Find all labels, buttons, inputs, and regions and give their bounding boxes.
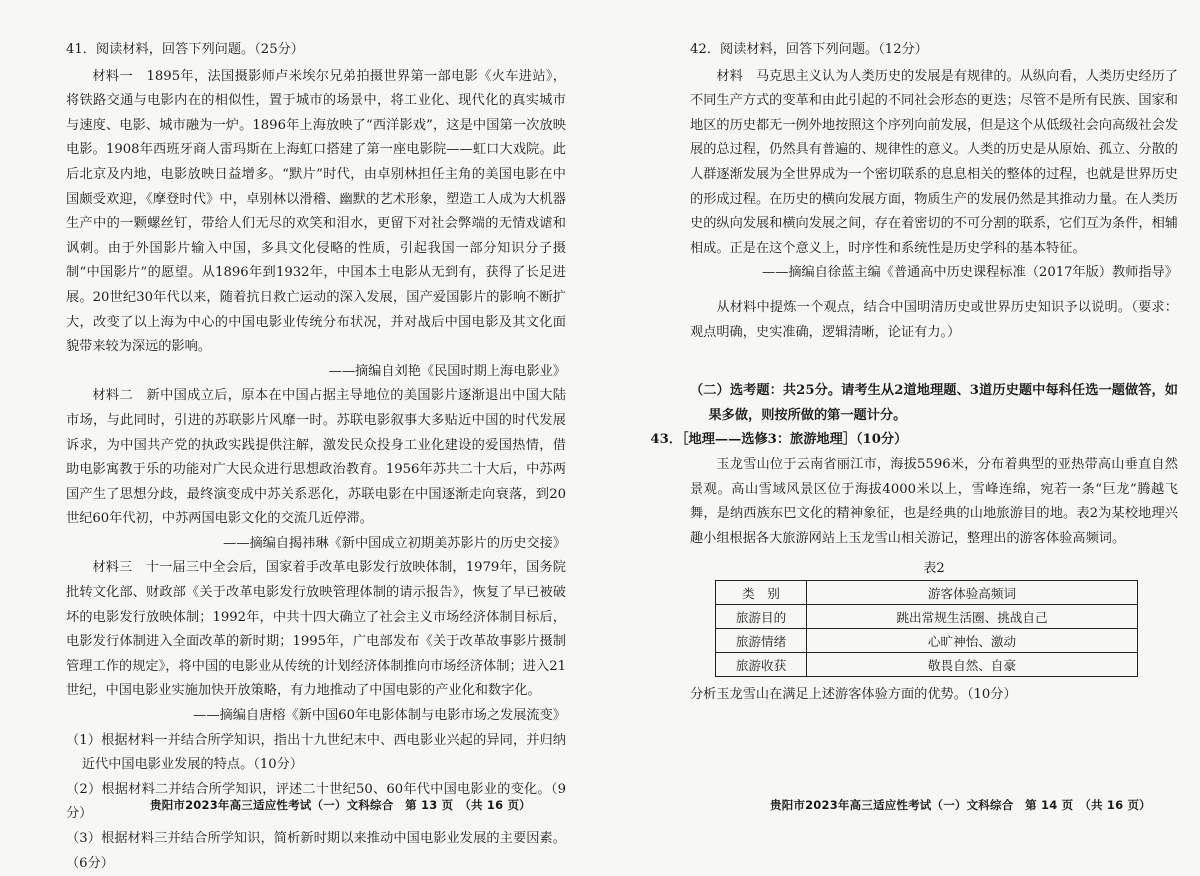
- q42-task: 从材料中提炼一个观点，结合中国明清历史或世界历史知识予以说明。（要求：观点明确，史实准确，逻辑清晰，论证有力。）: [690, 299, 1178, 340]
- right-page: [600, 0, 1200, 850]
- table-cell: 旅游收获: [716, 653, 807, 677]
- table-row: [716, 629, 1138, 653]
- table-row: [716, 653, 1138, 677]
- table-header-cell: 类 别: [716, 581, 807, 605]
- table-caption: 表2: [923, 561, 945, 577]
- table-cell: 心旷神怡、激动: [807, 629, 1138, 653]
- question-1: （1）根据材料一并结合所学知识，指出十九世纪末中、西电影业兴起的异同，并归纳近代中国电影业发展的特点。（10分）: [66, 732, 566, 773]
- table-header-cell: 游客体验高频词: [807, 581, 1138, 605]
- table-cell: 跳出常规生活圈、挑战自己: [807, 605, 1138, 629]
- q42-material-source: ——摘编自徐蓝主编《普通高中历史课程标准（2017年版）教师指导》: [762, 265, 1178, 281]
- q42-material: 材料 马克思主义认为人类历史的发展是有规律的。从纵向看，人类历史经历了不同生产方式的变革和由此引起的不同社会形态的更迭；尽管不是所有民族、国家和地区的历史都无一例外地按照这个序列向前发展，但是这个从低级社会向高级社会发展的总过程，仍然具有普遍的、规律性的意义。人类的历史是从原始、孤立、分散的人群逐渐发展为全世界成为一个密切联系的息息相关的整体的过程，也就是世界历史的形成过程。在历史的横向发展方面，物质生产的发展仍然是其推动力量。在人类历史的纵向发展和横向发展之间，存在着密切的不可分割的联系，它们互为条件，相辅相成。正是在这个意义上，时序性和系统性是历史学科的基本特征。: [690, 68, 1178, 256]
- material-one: 材料一 1895年，法国摄影师卢米埃尔兄弟拍摄世界第一部电影《火车进站》，将铁路交通与电影内在的相似性，置于城市的场景中，将工业化、现代化的真实城市与速度、电影、城市融为一炉。1896年上海放映了“西洋影戏”，这是中国第一次放映电影。1908年西班牙商人雷玛斯在上海虹口搭建了第一座电影院——虹口大戏院。此后北京及内地，电影放映日益增多。“默片”时代，由卓别林担任主角的美国电影在中国颇受欢迎，《摩登时代》中，卓别林以滑稽、幽默的艺术形象，塑造工人成为大机器生产中的一颗螺丝钉，带给人们无尽的欢笑和泪水，更留下对社会弊端的无情戏谑和讽刺。由于外国影片输入中国，多具文化侵略的性质，引起我国一部分知识分子摄制“中国影片”的愿望。从1896年到1932年，中国本土电影从无到有，获得了长足进展。20世纪30年代以来，随着抗日救亡运动的深入发展，国产爱国影片的影响不断扩大，改变了以上海为中心的中国电影业传统分布状况，并对战后中国电影及其文化面貌带来较为深远的影响。: [66, 68, 566, 355]
- section-two-heading: （二）选考题：共25分。请考生从2道地理题、3道历史题中每科任选一题做答，如果多做，则按所做的第一题计分。: [690, 383, 1178, 423]
- material-three: 材料三 十一届三中全会后，国家着手改革电影发行放映体制，1979年，国务院批转文化部、财政部《关于改革电影发行放映管理体制的请示报告》，恢复了早已被破坏的电影发行放映体制；1992年，中共十四大确立了社会主义市场经济体制目标后，电影发行体制进入全面改革的新时期；1995年，广电部发布《关于改革故事影片摄制管理工作的规定》，将中国的电影业从传统的计划经济体制推向市场经济体制；进入21世纪，中国电影业实施加快开放策略，有力地推动了中国电影的产业化和数字化。: [66, 560, 566, 699]
- table-cell: 敬畏自然、自豪: [807, 653, 1138, 677]
- q43-title: 43．［地理——选修3：旅游地理］（10分）: [650, 432, 908, 448]
- table-cell: 旅游情绪: [716, 629, 807, 653]
- experience-table: [715, 580, 1138, 677]
- question-2: （2）根据材料二并结合所学知识，评述二十世纪50、60年代中国电影业的变化。（9分）: [66, 781, 566, 822]
- page-footer-right: 贵阳市2023年高三适应性考试（一）文科综合 第 14 页 （共 16 页）: [770, 798, 1151, 812]
- material-one-source: ——摘编自刘艳《民国时期上海电影业》: [328, 363, 566, 379]
- q43-task: 分析玉龙雪山在满足上述游客体验方面的优势。（10分）: [690, 687, 1017, 703]
- material-two: 材料二 新中国成立后，原本在中国占据主导地位的美国影片逐渐退出中国大陆市场，与此同时，引进的苏联影片风靡一时。苏联电影叙事大多贴近中国的时代发展诉求，为中国共产党的执政实践提供注解，激发民众投身工业化建设的爱国热情，借助电影寓教于乐的功能对广大民众进行思想政治教育。1956年苏共二十大后，中苏两国产生了思想分歧，最终演变成中苏关系恶化，苏联电影在中国逐渐走向衰落，到20世纪60年代初，中苏两国电影文化的交流几近停滞。: [66, 388, 566, 527]
- material-two-source: ——摘编自揭祎琳《新中国成立初期美苏影片的历史交接》: [223, 535, 566, 551]
- material-three-source: ——摘编自唐榕《新中国60年电影体制与电影市场之发展流变》: [193, 708, 566, 724]
- left-page: [0, 0, 600, 871]
- table-row: [716, 605, 1138, 629]
- q41-title: 41．阅读材料，回答下列问题。（25分）: [66, 42, 304, 57]
- question-3: （3）根据材料三并结合所学知识，简析新时期以来推动中国电影业发展的主要因素。（6分）: [66, 831, 566, 871]
- table-header-row: [716, 581, 1138, 605]
- page-footer-left: 贵阳市2023年高三适应性考试（一）文科综合 第 13 页 （共 16 页）: [150, 798, 531, 812]
- q42-title: 42．阅读材料，回答下列问题。（12分）: [690, 42, 928, 57]
- q43-text: 玉龙雪山位于云南省丽江市，海拔5596米，分布着典型的亚热带高山垂直自然景观。高山雪域风景区位于海拔4000米以上，雪峰连绵，宛若一条“巨龙”腾越飞舞，是纳西族东巴文化的精神象征，也是经典的山地旅游目的地。表2为某校地理兴趣小组根据各大旅游网站上玉龙雪山相关游记，整理出的游客体验高频词。: [690, 456, 1178, 546]
- table-cell: 旅游目的: [716, 605, 807, 629]
